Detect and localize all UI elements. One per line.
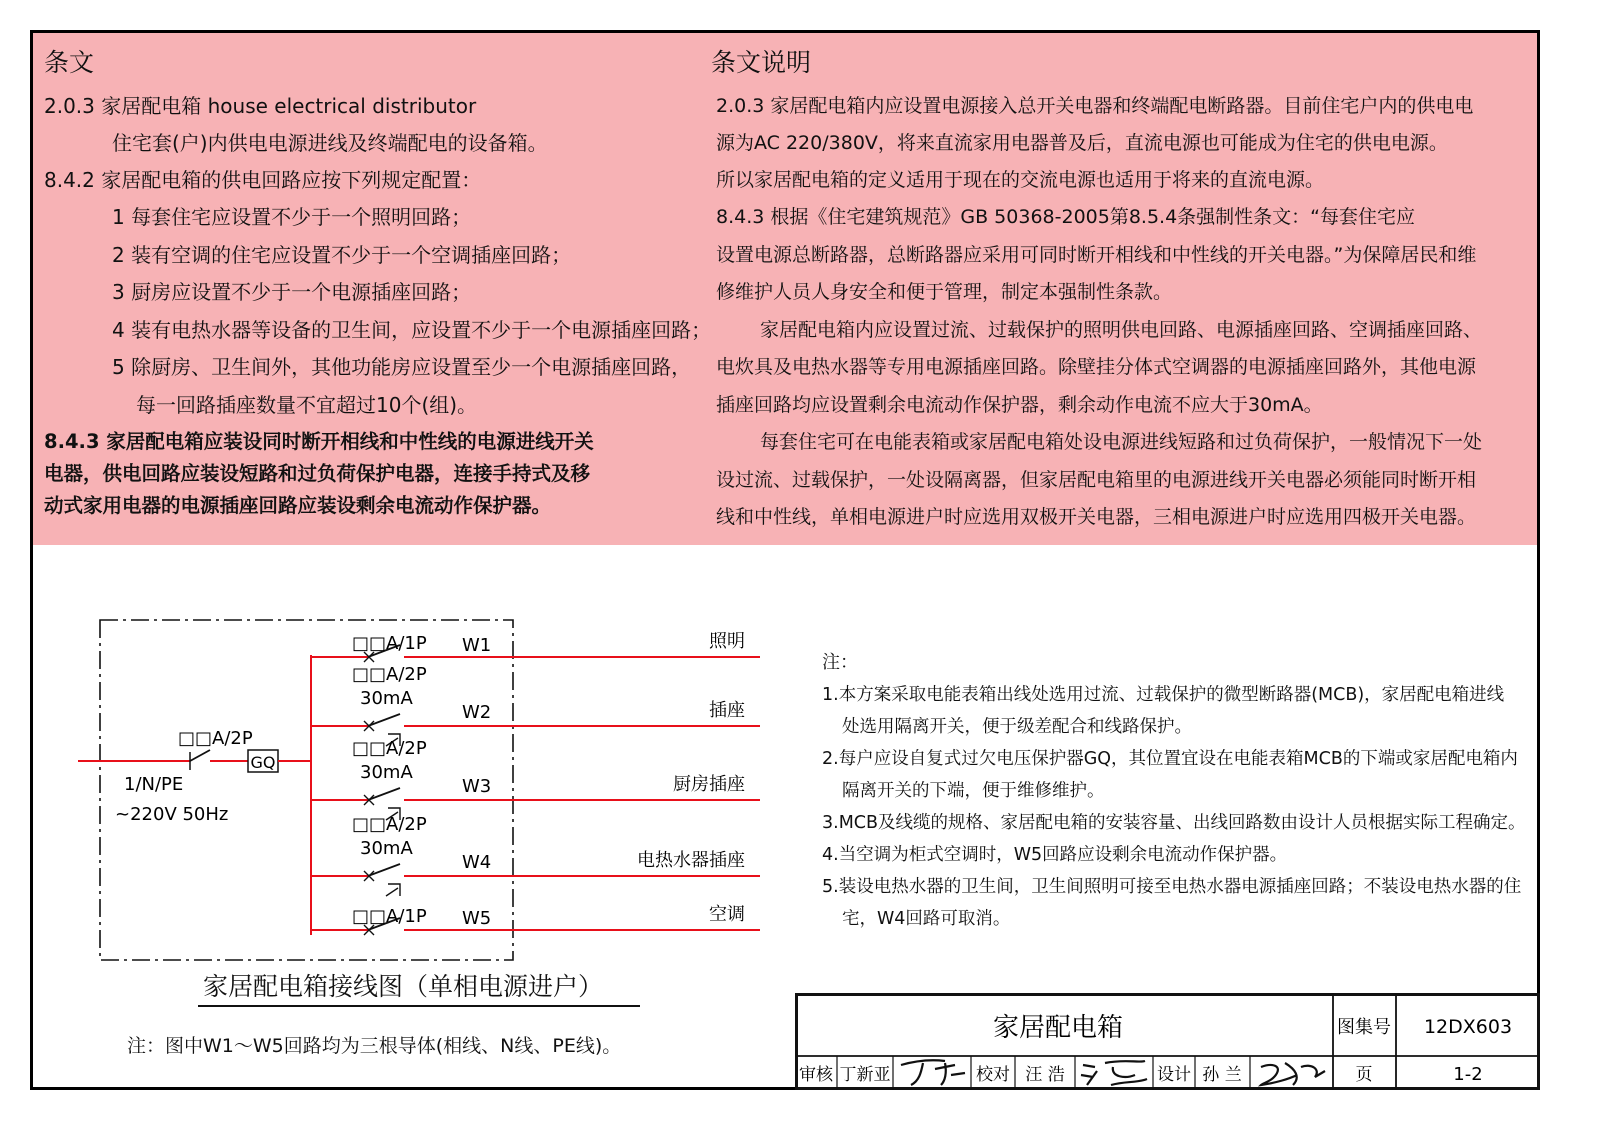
explanation-line: 2.0.3 家居配电箱内应设置电源接入总开关电器和终端配电断路器。目前住宅户内的供电电	[716, 95, 1474, 117]
designer-name: 孙 兰	[1202, 1065, 1242, 1085]
mandatory-clause-line: 8.4.3 家居配电箱应装设同时断开相线和中性线的电源进线开关	[44, 430, 594, 453]
check-label: 校对	[976, 1065, 1010, 1085]
clause-line: 1 每套住宅应设置不少于一个照明回路；	[112, 205, 472, 229]
explanation-line: 插座回路均应设置剩余电流动作保护器，剩余动作电流不应大于30mA。	[716, 394, 1323, 416]
notes-heading: 注：	[822, 652, 858, 673]
main-breaker-contact	[190, 750, 210, 761]
circuit-label: 插座	[709, 700, 745, 721]
explanation-line: 电炊具及电热水器等专用电源插座回路。除壁挂分体式空调器的电源插座回路外，其他电源	[716, 356, 1477, 378]
explanation-line: 每套住宅可在电能表箱或家居配电箱处设电源进线短路和过负荷保护，一般情况下一处	[760, 431, 1483, 453]
atlas-number: 12DX603	[1423, 1016, 1513, 1038]
breaker-rating: □□A/2P	[352, 814, 427, 835]
breaker-contact	[368, 864, 400, 876]
circuit-label: 空调	[709, 904, 745, 925]
rcd-symbol	[386, 884, 400, 896]
clause-line: 住宅套(户)内供电电源进线及终端配电的设备箱。	[112, 131, 548, 155]
clause-line: 3 厨房应设置不少于一个电源插座回路；	[112, 280, 472, 304]
diagram-title: 家居配电箱接线图（单相电源进户）	[203, 972, 604, 1001]
page-label: 页	[1355, 1065, 1373, 1085]
design-label: 设计	[1157, 1065, 1191, 1085]
rcd-rating: 30mA	[360, 688, 413, 709]
breaker-rating: □□A/1P	[352, 633, 427, 654]
breaker-contact	[368, 788, 400, 800]
atlas-label: 图集号	[1337, 1017, 1391, 1038]
gq-label: GQ	[250, 753, 276, 772]
explanation-line: 线和中性线，单相电源进户时应选用双极开关电器，三相电源进户时应选用四极开关电器。	[716, 506, 1477, 528]
clause-line: 2.0.3 家居配电箱 house electrical distributor	[44, 94, 477, 118]
reviewer-name: 丁新亚	[839, 1065, 891, 1085]
explanation-line: 修维护人员人身安全和便于管理，制定本强制性条款。	[716, 281, 1173, 303]
note-line: 5.装设电热水器的卫生间，卫生间照明可接至电热水器电源插座回路；不装设电热水器的住	[822, 877, 1522, 897]
explanation-line: 8.4.3 根据《住宅建筑规范》GB 50368-2005第8.5.4条强制性条文：“每套住宅应	[716, 206, 1416, 228]
circuit-id: W2	[462, 702, 492, 723]
circuit-id: W1	[462, 635, 492, 656]
explanation-line: 源为AC 220/380V，将来直流家用电器普及后，直流电源也可能成为住宅的供电电源。	[716, 132, 1448, 154]
note-line: 1.本方案采取电能表箱出线处选用过流、过载保护的微型断路器(MCB)，家居配电箱进线	[822, 685, 1505, 705]
mandatory-clause-line: 电器，供电回路应装设短路和过负荷保护电器，连接手持式及移	[44, 462, 591, 485]
note-line: 宅，W4回路可取消。	[842, 909, 1011, 929]
rcd-rating: 30mA	[360, 762, 413, 783]
drawing-title: 家居配电箱	[992, 1013, 1124, 1043]
title-block	[795, 993, 1540, 1090]
explanation-line: 设过流、过载保护，一处设隔离器，但家居配电箱里的电源进线开关电器必须能同时断开相	[716, 469, 1477, 491]
circuit-label: 厨房插座	[673, 774, 745, 795]
diagram-footnote: 注：图中W1～W5回路均为三根导体(相线、N线、PE线)。	[127, 1035, 622, 1057]
note-line: 处选用隔离开关，便于级差配合和线路保护。	[842, 717, 1192, 737]
review-label: 审核	[799, 1065, 833, 1085]
clause-line: 8.4.2 家居配电箱的供电回路应按下列规定配置：	[44, 168, 482, 192]
supply-phases: 1/N/PE	[124, 774, 184, 795]
circuit-id: W3	[462, 776, 492, 797]
page-number: 1-2	[1453, 1064, 1483, 1085]
breaker-rating: □□A/2P	[352, 664, 427, 685]
right-heading: 条文说明	[711, 48, 812, 77]
clause-line: 5 除厨房、卫生间外，其他功能房应设置至少一个电源插座回路，	[112, 355, 692, 379]
circuit-id: W5	[462, 908, 492, 929]
circuit-id: W4	[462, 852, 492, 873]
wiring-diagram	[0, 0, 800, 1000]
note-line: 隔离开关的下端，便于维修维护。	[842, 781, 1105, 801]
clause-line: 2 装有空调的住宅应设置不少于一个空调插座回路；	[112, 243, 572, 267]
note-line: 4.当空调为柜式空调时，W5回路应设剩余电流动作保护器。	[822, 845, 1288, 865]
clause-line: 每一回路插座数量不宜超过10个(组)。	[136, 393, 478, 417]
diagram-title-underline	[198, 1005, 640, 1007]
circuit-label: 照明	[709, 631, 745, 652]
note-line: 3.MCB及线缆的规格、家居配电箱的安装容量、出线回路数由设计人员根据实际工程确定。	[822, 813, 1526, 833]
circuit-label: 电热水器插座	[637, 850, 745, 871]
supply-voltage: ~220V 50Hz	[115, 804, 229, 825]
mandatory-clause-line: 动式家用电器的电源插座回路应装设剩余电流动作保护器。	[44, 494, 552, 517]
rcd-rating: 30mA	[360, 838, 413, 859]
breaker-rating: □□A/2P	[352, 738, 427, 759]
clause-line: 4 装有电热水器等设备的卫生间，应设置不少于一个电源插座回路；	[112, 318, 712, 342]
breaker-rating: □□A/1P	[352, 906, 427, 927]
explanation-line: 所以家居配电箱的定义适用于现在的交流电源也适用于将来的直流电源。	[716, 169, 1325, 191]
breaker-contact	[368, 714, 400, 726]
left-heading: 条文	[44, 48, 95, 77]
explanation-line: 家居配电箱内应设置过流、过载保护的照明供电回路、电源插座回路、空调插座回路、	[760, 319, 1483, 341]
main-breaker-rating: □□A/2P	[178, 728, 253, 749]
checker-name: 汪 浩	[1025, 1065, 1065, 1085]
note-line: 2.每户应设自复式过欠电压保护器GQ，其位置宜设在电能表箱MCB的下端或家居配电箱内	[822, 749, 1518, 769]
explanation-line: 设置电源总断路器，总断路器应采用可同时断开相线和中性线的开关电器。”为保障居民和维	[716, 244, 1477, 266]
